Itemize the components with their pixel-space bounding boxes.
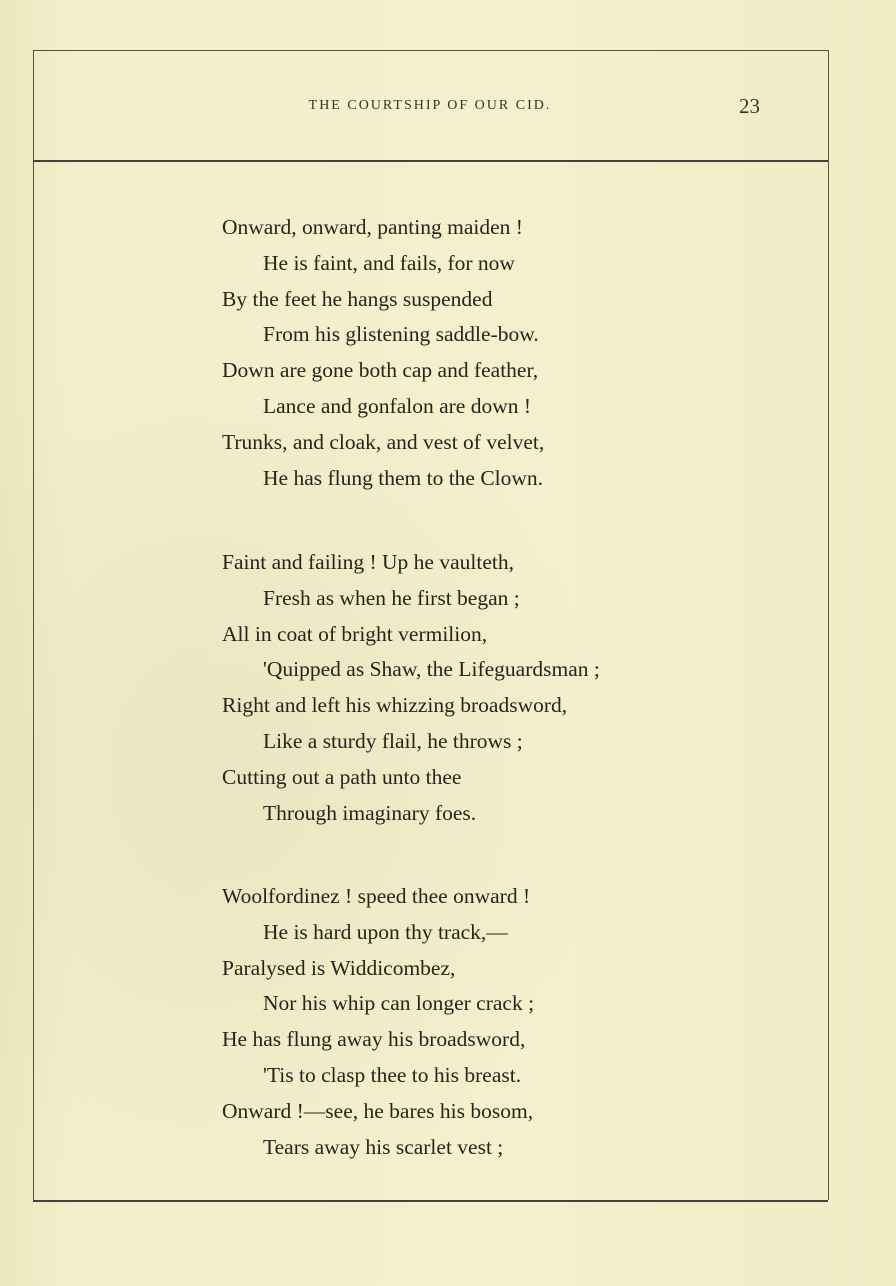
stanza-2: [222, 545, 782, 831]
verse-line: 'Tis to clasp thee to his breast.: [263, 1062, 522, 1087]
verse-line: By the feet he hangs suspended: [222, 286, 493, 311]
verse-line: Through imaginary foes.: [263, 800, 477, 825]
verse-line: Tears away his scarlet vest ;: [263, 1134, 504, 1159]
verse-line: Like a sturdy flail, he throws ;: [263, 728, 523, 753]
verse-line: All in coat of bright vermilion,: [222, 621, 488, 646]
verse-line: He has flung away his broadsword,: [222, 1027, 526, 1052]
verse-line: He is hard upon thy track,—: [263, 919, 508, 944]
frame-right-rule: [828, 50, 829, 1200]
frame-top-rule: [33, 50, 828, 51]
verse-line: Down are gone both cap and feather,: [222, 358, 539, 383]
verse-line: Cutting out a path unto thee: [222, 764, 462, 789]
header-rule: [33, 160, 828, 162]
verse-line: Onward, onward, panting maiden !: [222, 215, 523, 239]
verse-line: He is faint, and fails, for now: [263, 250, 515, 275]
verse-line: He has flung them to the Clown.: [263, 465, 544, 490]
verse-line: Trunks, and cloak, and vest of velvet,: [222, 429, 545, 454]
verse-line: Woolfordinez ! speed thee onward !: [222, 884, 531, 908]
verse-line: Onward !—see, he bares his bosom,: [222, 1098, 534, 1123]
verse-line: Lance and gonfalon are down !: [263, 393, 532, 418]
running-head: THE COURTSHIP OF OUR CID.: [308, 98, 552, 113]
stanza-3: [222, 879, 782, 1165]
verse-line: Right and left his whizzing broadsword,: [222, 693, 568, 718]
verse-line: Fresh as when he first began ;: [263, 585, 520, 610]
page-number: 23: [739, 94, 760, 118]
verse-line: Nor his whip can longer crack ;: [263, 991, 535, 1016]
verse-line: 'Quipped as Shaw, the Lifeguardsman ;: [263, 657, 600, 682]
frame-left-rule: [33, 50, 34, 1200]
verse-line: Paralysed is Widdicombez,: [222, 955, 456, 980]
stanza-1: [222, 210, 782, 496]
verse-line: From his glistening saddle-bow.: [263, 322, 539, 347]
verse-line: Faint and failing ! Up he vaulteth,: [222, 550, 514, 574]
frame-bottom-rule: [33, 1200, 828, 1202]
